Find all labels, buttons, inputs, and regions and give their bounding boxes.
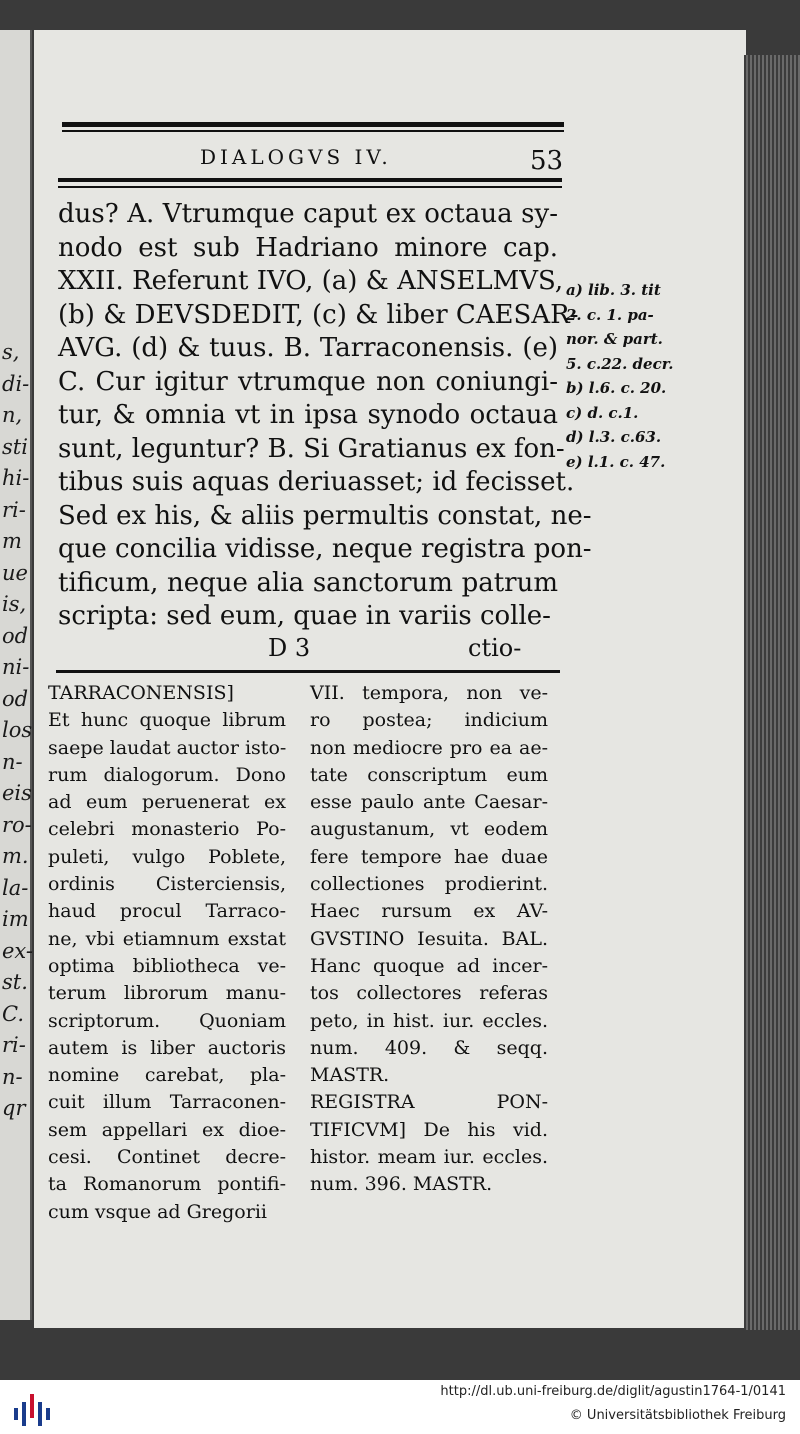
header-rule-top: [62, 122, 564, 127]
left-page-fragment: sti: [2, 434, 28, 459]
left-page-fragment: los: [2, 718, 33, 742]
left-page-fragment: ri-: [2, 1033, 26, 1057]
text-line: XXII. Referunt IVO, (a) & ANSELMVS,: [58, 266, 564, 296]
footnote-line: ne, vbi etiamnum exstat: [48, 927, 286, 950]
footer-url[interactable]: http://dl.ub.uni-freiburg.de/diglit/agustin1764-1/0141: [440, 1384, 786, 1399]
footnote-line: num. 409. & seqq.: [310, 1036, 548, 1059]
footnote-line: cuit illum Tarraconen-: [48, 1091, 286, 1114]
footnote-line: MASTR.: [310, 1064, 390, 1087]
footnote-line: cum vsque ad Gregorii: [48, 1200, 267, 1223]
left-page-edge: [0, 30, 32, 1320]
footnote-line: num. 396. MASTR.: [310, 1173, 493, 1196]
footnote-line: ad eum peruenerat ex: [48, 791, 286, 814]
footnote-rule: [56, 670, 560, 673]
side-note: b) l.6. c. 20.: [566, 379, 667, 397]
footnote-line: ro postea; indicium: [310, 709, 548, 732]
left-page-fragment: od: [2, 623, 29, 648]
side-note: a) lib. 3. tit: [566, 281, 661, 299]
header-rule-top-thin: [62, 130, 564, 132]
left-page-fragment: n-: [2, 1064, 23, 1089]
footnote-line: autem is liber auctoris: [48, 1036, 286, 1059]
footnote-column-right: [310, 680, 548, 1199]
running-title: DIALOGVS IV.: [200, 145, 392, 169]
left-page-fragment: eis: [2, 781, 32, 805]
text-line: nodo est sub Hadriano minore cap.: [58, 232, 558, 263]
footnote-line: non mediocre pro ea ae-: [310, 736, 548, 759]
footnote-line: optima bibliotheca ve-: [48, 954, 286, 977]
left-page-fragment: ni-: [2, 655, 30, 679]
left-page-fragment: ex-: [2, 938, 33, 963]
footnote-line: ta Romanorum pontifi-: [48, 1173, 286, 1196]
ub-freiburg-logo-icon: [12, 1388, 52, 1428]
left-page-fragment: di-: [2, 371, 30, 396]
footnote-line: celebri monasterio Po-: [48, 818, 286, 841]
side-notes: [566, 278, 686, 474]
side-note: c) d. c.1.: [566, 403, 639, 422]
left-page-fragment: m.: [2, 844, 29, 868]
side-note: 5. c.22. decr.: [566, 354, 674, 373]
left-page-fragment: s,: [2, 340, 20, 364]
text-line: scripta: sed eum, quae in variis colle-: [58, 601, 551, 631]
left-page-fragment: qr: [2, 1096, 26, 1120]
text-line: (b) & DEVSDEDIT, (c) & liber CAESAR-: [58, 299, 579, 330]
footnote-line: TIFICVM] De his vid.: [310, 1118, 548, 1141]
footer-bar: [0, 1380, 800, 1434]
footnote-line: Hanc quoque ad incer-: [310, 954, 548, 977]
side-note: d) l.3. c.63.: [566, 428, 662, 446]
footnote-line: rum dialogorum. Dono: [48, 763, 286, 786]
left-page-fragment: la-: [2, 875, 29, 900]
footnote-line: collectiones prodierint.: [310, 873, 548, 896]
left-page-fragment: od: [2, 686, 29, 711]
footnote-line: sem appellari ex dioe-: [48, 1118, 286, 1141]
header-rule-bottom: [58, 178, 562, 182]
footnote-line: Et hunc quoque librum: [48, 709, 286, 732]
left-page-fragment: hi-: [2, 466, 30, 490]
footnote-line: peto, in hist. iur. eccles.: [310, 1009, 548, 1032]
footnote-line: TARRACONENSIS]: [48, 682, 234, 704]
footnote-line: fere tempore hae duae: [310, 845, 548, 868]
left-page-fragment: n-: [2, 749, 23, 774]
footnote-line: augustanum, vt eodem: [310, 818, 548, 841]
footnote-line: cesi. Continet decre-: [48, 1146, 286, 1169]
text-line: AVG. (d) & tuus. B. Tarraconensis. (e): [58, 333, 558, 363]
footnote-line: GVSTINO Iesuita. BAL.: [310, 927, 548, 950]
footnote-line: tos collectores referas: [310, 982, 548, 1005]
footnote-column-left: [48, 680, 286, 1226]
header-rule-bottom-thin: [58, 186, 562, 188]
page-number: 53: [530, 146, 564, 176]
footnote-line: esse paulo ante Caesar-: [310, 791, 548, 814]
footnote-line: scriptorum. Quoniam: [48, 1009, 286, 1032]
footnote-line: saepe laudat auctor isto-: [48, 736, 287, 759]
side-note: nor. & part.: [566, 330, 663, 348]
main-text: [58, 198, 592, 634]
footnote-line: VII. tempora, non ve-: [310, 682, 548, 704]
side-note: e) l.1. c. 47.: [566, 452, 666, 471]
text-line: sunt, leguntur? B. Si Gratianus ex fon-: [58, 433, 565, 464]
footnote-line: Haec rursum ex AV-: [310, 900, 548, 923]
left-page-fragment: st.: [2, 970, 28, 994]
left-page-fragment: n,: [2, 403, 23, 427]
left-page-fragment: C.: [2, 1001, 24, 1026]
page-edges: [744, 55, 800, 1330]
footnote-line: ordinis Cisterciensis,: [48, 873, 286, 896]
text-line: C. Cur igitur vtrumque non coniungi-: [58, 366, 558, 397]
text-line: tur, & omnia vt in ipsa synodo octaua: [58, 400, 558, 430]
signature-mark: D 3: [268, 634, 311, 662]
text-line: tibus suis aquas deriuasset; id fecisset.: [58, 467, 575, 497]
footnote-line: tate conscriptum eum: [310, 763, 548, 786]
text-line: dus? A. Vtrumque caput ex octaua sy-: [58, 199, 558, 229]
footnote-line: haud procul Tarraco-: [48, 900, 286, 923]
footnote-line: puleti, vulgo Poblete,: [48, 845, 286, 868]
footnote-line: nomine carebat, pla-: [48, 1064, 286, 1087]
footnote-line: terum librorum manu-: [48, 982, 286, 1005]
left-page-fragment: im: [2, 907, 29, 931]
text-line: Sed ex his, & aliis permultis constat, ne-: [58, 500, 592, 531]
footer-copyright: © Universitätsbibliothek Freiburg: [569, 1408, 786, 1423]
left-page-fragment: is,: [2, 592, 27, 616]
left-page-fragment: ue: [2, 560, 28, 585]
left-page-fragment: ro-: [2, 812, 32, 837]
left-page-fragment: ri-: [2, 497, 26, 522]
footnote-line: REGISTRA PON-: [310, 1091, 548, 1114]
side-note: 2. c. 1. pa-: [566, 305, 654, 324]
left-page-fragment: m: [2, 529, 22, 553]
catchword: ctio-: [468, 634, 522, 662]
text-line: que concilia vidisse, neque registra pon-: [58, 534, 592, 564]
text-line: tificum, neque alia sanctorum patrum: [58, 567, 558, 598]
footnote-line: histor. meam iur. eccles.: [310, 1146, 548, 1169]
